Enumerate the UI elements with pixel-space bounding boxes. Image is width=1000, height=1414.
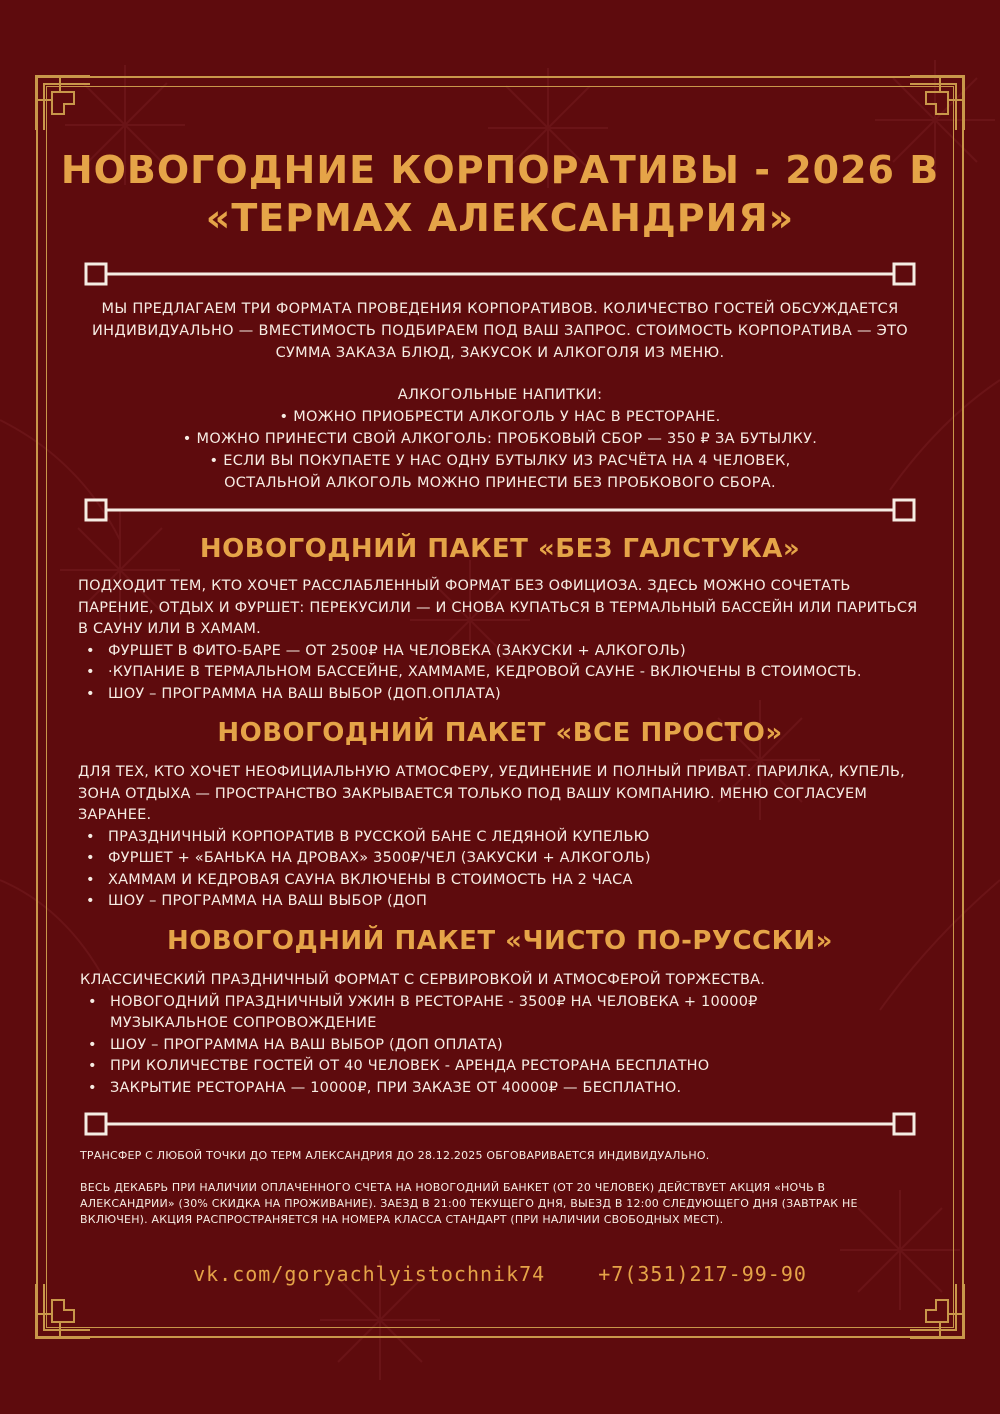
package-title-vse-prosto: НОВОГОДНИЙ ПАКЕТ «ВСЕ ПРОСТО» [217, 718, 783, 748]
corner-ornament-icon [908, 74, 966, 132]
list-item: • ШОУ – ПРОГРАММА НА ВАШ ВЫБОР (ДОП.ОПЛАТА) [108, 684, 928, 706]
package-body-bez-galstuka [78, 576, 928, 705]
divider-ornament-icon [84, 262, 916, 286]
alcohol-line: • ЕСЛИ ВЫ ПОКУПАЕТЕ У НАС ОДНУ БУТЫЛКУ ИЗ РАСЧЁТА НА 4 ЧЕЛОВЕК, [209, 453, 791, 469]
page-title: НОВОГОДНИЕ КОРПОРАТИВЫ - 2026 В «ТЕРМАХ АЛЕКСАНДРИЯ» [60, 148, 940, 240]
list-item: • ПРАЗДНИЧНЫЙ КОРПОРАТИВ В РУССКОЙ БАНЕ С ЛЕДЯНОЙ КУПЕЛЬЮ [108, 827, 928, 849]
list-item: • ХАММАМ И КЕДРОВАЯ САУНА ВКЛЮЧЕНЫ В СТОИМОСТЬ НА 2 ЧАСА [108, 870, 928, 892]
alcohol-line: • МОЖНО ПРИНЕСТИ СВОЙ АЛКОГОЛЬ: ПРОБКОВЫЙ СБОР — 350 ₽ ЗА БУТЫЛКУ. [182, 431, 818, 447]
list-item: • ПРИ КОЛИЧЕСТВЕ ГОСТЕЙ ОТ 40 ЧЕЛОВЕК - АРЕНДА РЕСТОРАНА БЕСПЛАТНО [110, 1056, 800, 1078]
alcohol-line: ОСТАЛЬНОЙ АЛКОГОЛЬ МОЖНО ПРИНЕСТИ БЕЗ ПРОБКОВОГО СБОРА. [224, 475, 776, 491]
list-item: • ·КУПАНИЕ В ТЕРМАЛЬНОМ БАССЕЙНЕ, ХАММАМЕ, КЕДРОВОЙ САУНЕ - ВКЛЮЧЕНЫ В СТОИМОСТЬ. [108, 662, 928, 684]
package-description: ПОДХОДИТ ТЕМ, КТО ХОЧЕТ РАССЛАБЛЕННЫЙ ФОРМАТ БЕЗ ОФИЦИОЗА. ЗДЕСЬ МОЖНО СОЧЕТАТЬ ПАРЕНИЕ, ОТДЫХ И ФУРШЕТ: ПЕРЕКУСИЛИ — И СНОВА КУПАТЬСЯ В ТЕРМАЛЬНЫЙ БАССЕЙН ИЛИ ПАРИТЬСЯ В САУНУ ИЛИ В ХАМАМ. [78, 578, 918, 637]
corner-ornament-icon [908, 1282, 966, 1340]
list-item: • ШОУ – ПРОГРАММА НА ВАШ ВЫБОР (ДОП ОПЛАТА) [110, 1035, 800, 1057]
corner-ornament-icon [34, 1282, 92, 1340]
alcohol-section [70, 384, 930, 494]
vk-link[interactable]: vk.com/goryachlyistochnik74 [193, 1262, 546, 1286]
list-item: • ШОУ – ПРОГРАММА НА ВАШ ВЫБОР (ДОП [108, 891, 928, 913]
package-body-vse-prosto [78, 762, 928, 913]
transfer-note: ТРАНСФЕР С ЛЮБОЙ ТОЧКИ ДО ТЕРМ АЛЕКСАНДРИЯ ДО 28.12.2025 ОБГОВАРИВАЕТСЯ ИНДИВИДУАЛЬНО. [80, 1149, 710, 1162]
package-title-chisto-po-russki: НОВОГОДНИЙ ПАКЕТ «ЧИСТО ПО-РУССКИ» [167, 926, 833, 956]
alcohol-line: • МОЖНО ПРИОБРЕСТИ АЛКОГОЛЬ У НАС В РЕСТОРАНЕ. [279, 409, 721, 425]
list-item: • ФУРШЕТ В ФИТО-БАРЕ — ОТ 2500₽ НА ЧЕЛОВЕКА (ЗАКУСКИ + АЛКОГОЛЬ) [108, 641, 928, 663]
divider-ornament-icon [84, 1112, 916, 1136]
list-item: • ФУРШЕТ + «БАНЬКА НА ДРОВАХ» 3500₽/ЧЕЛ (ЗАКУСКИ + АЛКОГОЛЬ) [108, 848, 928, 870]
package-description: ДЛЯ ТЕХ, КТО ХОЧЕТ НЕОФИЦИАЛЬНУЮ АТМОСФЕРУ, УЕДИНЕНИЕ И ПОЛНЫЙ ПРИВАТ. ПАРИЛКА, КУПЕЛЬ, ЗОНА ОТДЫХА — ПРОСТРАНСТВО ЗАКРЫВАЕТСЯ ТОЛЬКО ПОД ВАШУ КОМПАНИЮ. МЕНЮ СОГЛАСУЕМ ЗАРАНЕЕ. [78, 764, 905, 823]
corner-ornament-icon [34, 74, 92, 132]
package-title-bez-galstuka: НОВОГОДНИЙ ПАКЕТ «БЕЗ ГАЛСТУКА» [199, 534, 801, 564]
package-body-chisto-po-russki [80, 970, 800, 1099]
promo-note: ВЕСЬ ДЕКАБРЬ ПРИ НАЛИЧИИ ОПЛАЧЕННОГО СЧЕТА НА НОВОГОДНИЙ БАНКЕТ (ОТ 20 ЧЕЛОВЕК) ДЕЙСТВУЕТ АКЦИЯ «НОЧЬ В АЛЕКСАНДРИИ» (30% СКИДКА НА ПРОЖИВАНИЕ). ЗАЕЗД В 21:00 ТЕКУЩЕГО ДНЯ, ВЫЕЗД В 12:00 СЛЕДУЮЩЕГО ДНЯ (ЗАВТРАК НЕ ВКЛЮЧЕН). АКЦИЯ РАСПРОСТРАНЯЕТСЯ НА НОМЕРА КЛАССА СТАНДАРТ (ПРИ НАЛИЧИИ СВОБОДНЫХ МЕСТ). [80, 1181, 858, 1226]
phone-link[interactable]: +7(351)217-99-90 [598, 1262, 807, 1286]
alcohol-heading: АЛКОГОЛЬНЫЕ НАПИТКИ: [397, 387, 603, 403]
intro-text: МЫ ПРЕДЛАГАЕМ ТРИ ФОРМАТА ПРОВЕДЕНИЯ КОРПОРАТИВОВ. КОЛИЧЕСТВО ГОСТЕЙ ОБСУЖДАЕТСЯ ИНДИВИДУАЛЬНО — ВМЕСТИМОСТЬ ПОДБИРАЕМ ПОД ВАШ ЗАПРОС. СТОИМОСТЬ КОРПОРАТИВА — ЭТО СУММА ЗАКАЗА БЛЮД, ЗАКУСОК И АЛКОГОЛЯ ИЗ МЕНЮ. [92, 301, 908, 361]
contacts [60, 1262, 940, 1286]
package-description: КЛАССИЧЕСКИЙ ПРАЗДНИЧНЫЙ ФОРМАТ С СЕРВИРОВКОЙ И АТМОСФЕРОЙ ТОРЖЕСТВА. [80, 972, 766, 988]
divider-ornament-icon [84, 498, 916, 522]
list-item: • НОВОГОДНИЙ ПРАЗДНИЧНЫЙ УЖИН В РЕСТОРАНЕ - 3500₽ НА ЧЕЛОВЕКА + 10000₽ МУЗЫКАЛЬНОЕ СОПРОВОЖДЕНИЕ [110, 992, 800, 1035]
list-item: • ЗАКРЫТИЕ РЕСТОРАНА — 10000₽, ПРИ ЗАКАЗЕ ОТ 40000₽ — БЕСПЛАТНО. [110, 1078, 800, 1100]
